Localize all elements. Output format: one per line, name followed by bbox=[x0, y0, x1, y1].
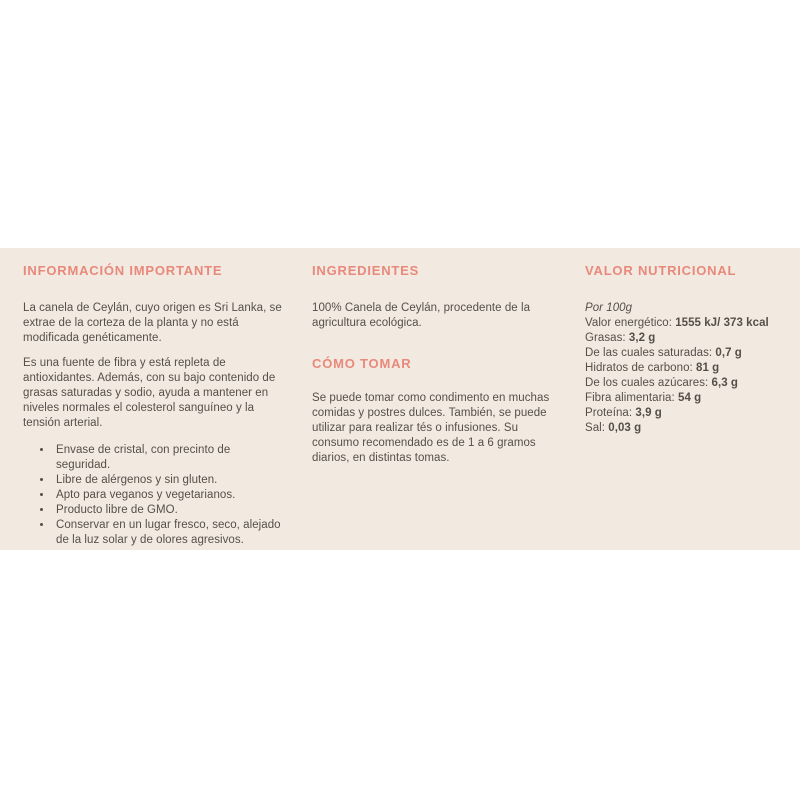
nutrition-row-sugars bbox=[585, 376, 797, 391]
nutrition-value: 0,7 g bbox=[715, 347, 742, 359]
nutrition-row-carbs bbox=[585, 361, 797, 376]
nutrition-label: Hidratos de carbono: bbox=[585, 362, 693, 374]
nutrition-value: 54 g bbox=[678, 392, 702, 404]
list-item: • Apto para veganos y vegetarianos. bbox=[53, 488, 285, 503]
important-info-paragraph: La canela de Ceylán, cuyo origen es Sri Lanka, se extrae de la corteza de la planta y no está modificada genéticamente. bbox=[23, 302, 282, 344]
nutrition-label: Sal: bbox=[585, 422, 606, 434]
important-info-paragraph: Es una fuente de fibra y está repleta de antioxidantes. Además, con su bajo contenido de grasas saturadas y sodio, ayuda a mantener en niveles normales el colesterol sanguíneo y la tensión arterial. bbox=[23, 357, 276, 429]
nutrition-label: Valor energético: bbox=[585, 317, 672, 329]
list-item: • Conservar en un lugar fresco, seco, alejado de la luz solar y de olores agresivos. bbox=[53, 518, 285, 548]
nutrition-label: De las cuales saturadas: bbox=[585, 347, 713, 359]
nutrition-label: Grasas: bbox=[585, 332, 626, 344]
ingredients-heading: INGREDIENTES bbox=[312, 263, 420, 278]
nutrition-value: 0,03 g bbox=[608, 422, 642, 434]
nutrition-value: 6,3 g bbox=[711, 377, 738, 389]
nutrition-value: 1555 kJ/ 373 kcal bbox=[675, 317, 769, 329]
nutrition-heading: VALOR NUTRICIONAL bbox=[585, 263, 737, 278]
nutrition-value: 81 g bbox=[696, 362, 720, 374]
ingredients-paragraph: 100% Canela de Ceylán, procedente de la agricultura ecológica. bbox=[312, 302, 531, 329]
nutrition-label: De los cuales azúcares: bbox=[585, 377, 709, 389]
nutrition-label: Fibra alimentaria: bbox=[585, 392, 675, 404]
how-to-take-heading: CÓMO TOMAR bbox=[312, 356, 412, 371]
nutrition-value: 3,9 g bbox=[635, 407, 662, 419]
section-important-info bbox=[23, 263, 285, 548]
list-item: • Producto libre de GMO. bbox=[53, 503, 285, 518]
product-details-band bbox=[0, 248, 800, 550]
how-to-take-paragraph: Se puede tomar como condimento en muchas comidas y postres dulces. También, se puede utilizar para realizar tés o infusiones. Su consumo recomendado es de 1 a 6 gramos diarios, en distintas tomas. bbox=[312, 392, 550, 464]
nutrition-label: Proteína: bbox=[585, 407, 633, 419]
important-info-heading: INFORMACIÓN IMPORTANTE bbox=[23, 263, 223, 278]
list-item: • Envase de cristal, con precinto de seguridad. bbox=[53, 443, 285, 473]
list-item: • Libre de alérgenos y sin gluten. bbox=[53, 473, 285, 488]
nutrition-row-saturated-fat bbox=[585, 346, 797, 361]
nutrition-row-protein bbox=[585, 406, 797, 421]
nutrition-row-salt bbox=[585, 421, 797, 436]
product-features-list bbox=[23, 443, 285, 548]
nutrition-row-fat bbox=[585, 331, 797, 346]
section-nutrition bbox=[585, 263, 797, 436]
nutrition-value: 3,2 g bbox=[628, 332, 656, 344]
nutrition-row-fiber bbox=[585, 391, 797, 406]
nutrition-row-energy bbox=[585, 316, 797, 331]
section-ingredients-usage bbox=[312, 263, 550, 466]
nutrition-serving-size: Por 100g bbox=[585, 302, 633, 314]
